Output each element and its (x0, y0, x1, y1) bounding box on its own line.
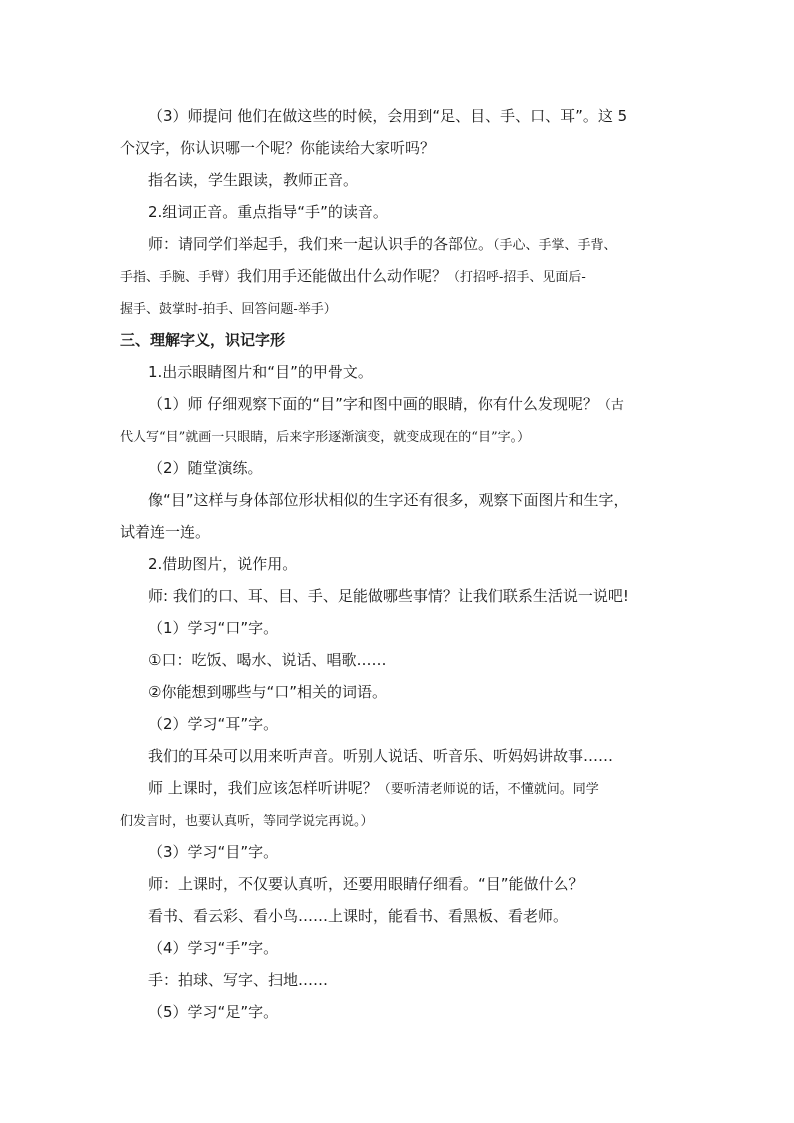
text-line (120, 708, 680, 740)
text-line (120, 964, 680, 996)
line-text: 像“目”这样与身体部位形状相似的生字还有很多，观察下面图片和生字， (148, 491, 629, 509)
text-line (120, 292, 680, 324)
annotation-text: （手心、手掌、手背、 (493, 238, 617, 253)
line-text: 师: 我们的口、耳、目、手、足能做哪些事情？让我们联系生活说一说吧! (148, 587, 629, 605)
text-line (120, 132, 680, 164)
line-text: 师 上课时，我们应该怎样听讲呢？ (148, 779, 378, 797)
line-text: 2.借助图片，说作用。 (148, 555, 298, 573)
line-text: ②你能想到哪些与“口”相关的词语。 (148, 683, 387, 701)
annotation-text: （要听清老师说的话，不懂就问。同学 (377, 782, 599, 797)
line-text: （1）学习“口”字。 (148, 619, 279, 637)
text-line (120, 644, 680, 676)
line-text: ①口：吃饭、喝水、说话、唱歌…… (148, 651, 387, 669)
line-text: 手：拍球、写字、扫地…… (148, 971, 329, 989)
text-line (120, 868, 680, 900)
line-text: 师：请同学们举起手，我们来一起认识手的各部位。 (148, 235, 494, 253)
document-body (120, 100, 680, 1028)
text-line (120, 772, 680, 804)
text-line (120, 388, 680, 420)
line-text: 三、理解字义，识记字形 (120, 331, 286, 349)
text-line (120, 484, 680, 516)
line-text: （2）学习“耳”字。 (148, 715, 279, 733)
annotation-text: （古 (597, 398, 624, 413)
line-text: （2）随堂演练。 (148, 459, 263, 477)
text-line (120, 100, 680, 132)
text-line (120, 420, 680, 452)
line-text: 我们的耳朵可以用来听声音。听别人说话、听音乐、听妈妈讲故事…… (148, 747, 614, 765)
text-line (120, 580, 680, 612)
text-line (120, 676, 680, 708)
line-text: 我们用手还能做出什么动作呢？ (237, 267, 448, 285)
text-line (120, 612, 680, 644)
text-line (120, 260, 680, 292)
text-line (120, 548, 680, 580)
text-line (120, 356, 680, 388)
line-text: 1.出示眼睛图片和“目”的甲骨文。 (148, 363, 373, 381)
line-text: 试着连一连。 (120, 523, 211, 541)
line-text: 2.组词正音。重点指导“手”的读音。 (148, 203, 388, 221)
annotation-text: 们发言时，也要认真听，等同学说完再说。） (120, 814, 374, 829)
line-text: 看书、看云彩、看小鸟……上课时，能看书、看黑板、看老师。 (148, 907, 569, 925)
line-text: （1）师 仔细观察下面的“目”字和图中画的眼睛，你有什么发现呢？ (148, 395, 598, 413)
line-text: 个汉字，你认识哪一个呢？你能读给大家听吗？ (120, 139, 436, 157)
line-text: 指名读，学生跟读，教师正音。 (148, 171, 359, 189)
text-line (120, 996, 680, 1028)
text-line (120, 836, 680, 868)
line-text: （3）学习“目”字。 (148, 843, 279, 861)
line-text: （3）师提问 他们在做这些的时候，会用到“足、目、手、口、耳”。这 5 (148, 107, 628, 125)
text-line (120, 804, 680, 836)
line-text: （5）学习“足”字。 (148, 1003, 279, 1021)
annotation-text: 握手、鼓掌时-拍手、回答问题-举手） (120, 302, 337, 317)
text-line (120, 740, 680, 772)
text-line (120, 196, 680, 228)
section-heading (120, 324, 680, 356)
text-line (120, 452, 680, 484)
text-line (120, 932, 680, 964)
line-text: （4）学习“手”字。 (148, 939, 279, 957)
text-line (120, 228, 680, 260)
annotation-text: 手指、手腕、手臂） (120, 270, 238, 285)
annotation-text: 代人写“目”就画一只眼睛，后来字形逐渐演变，就变成现在的“目”字。） (120, 430, 531, 445)
line-text: 师：上课时，不仅要认真听，还要用眼睛仔细看。“目”能做什么？ (148, 875, 584, 893)
text-line (120, 164, 680, 196)
annotation-text: （打招呼-招手、见面后- (447, 270, 586, 285)
text-line (120, 516, 680, 548)
text-line (120, 900, 680, 932)
